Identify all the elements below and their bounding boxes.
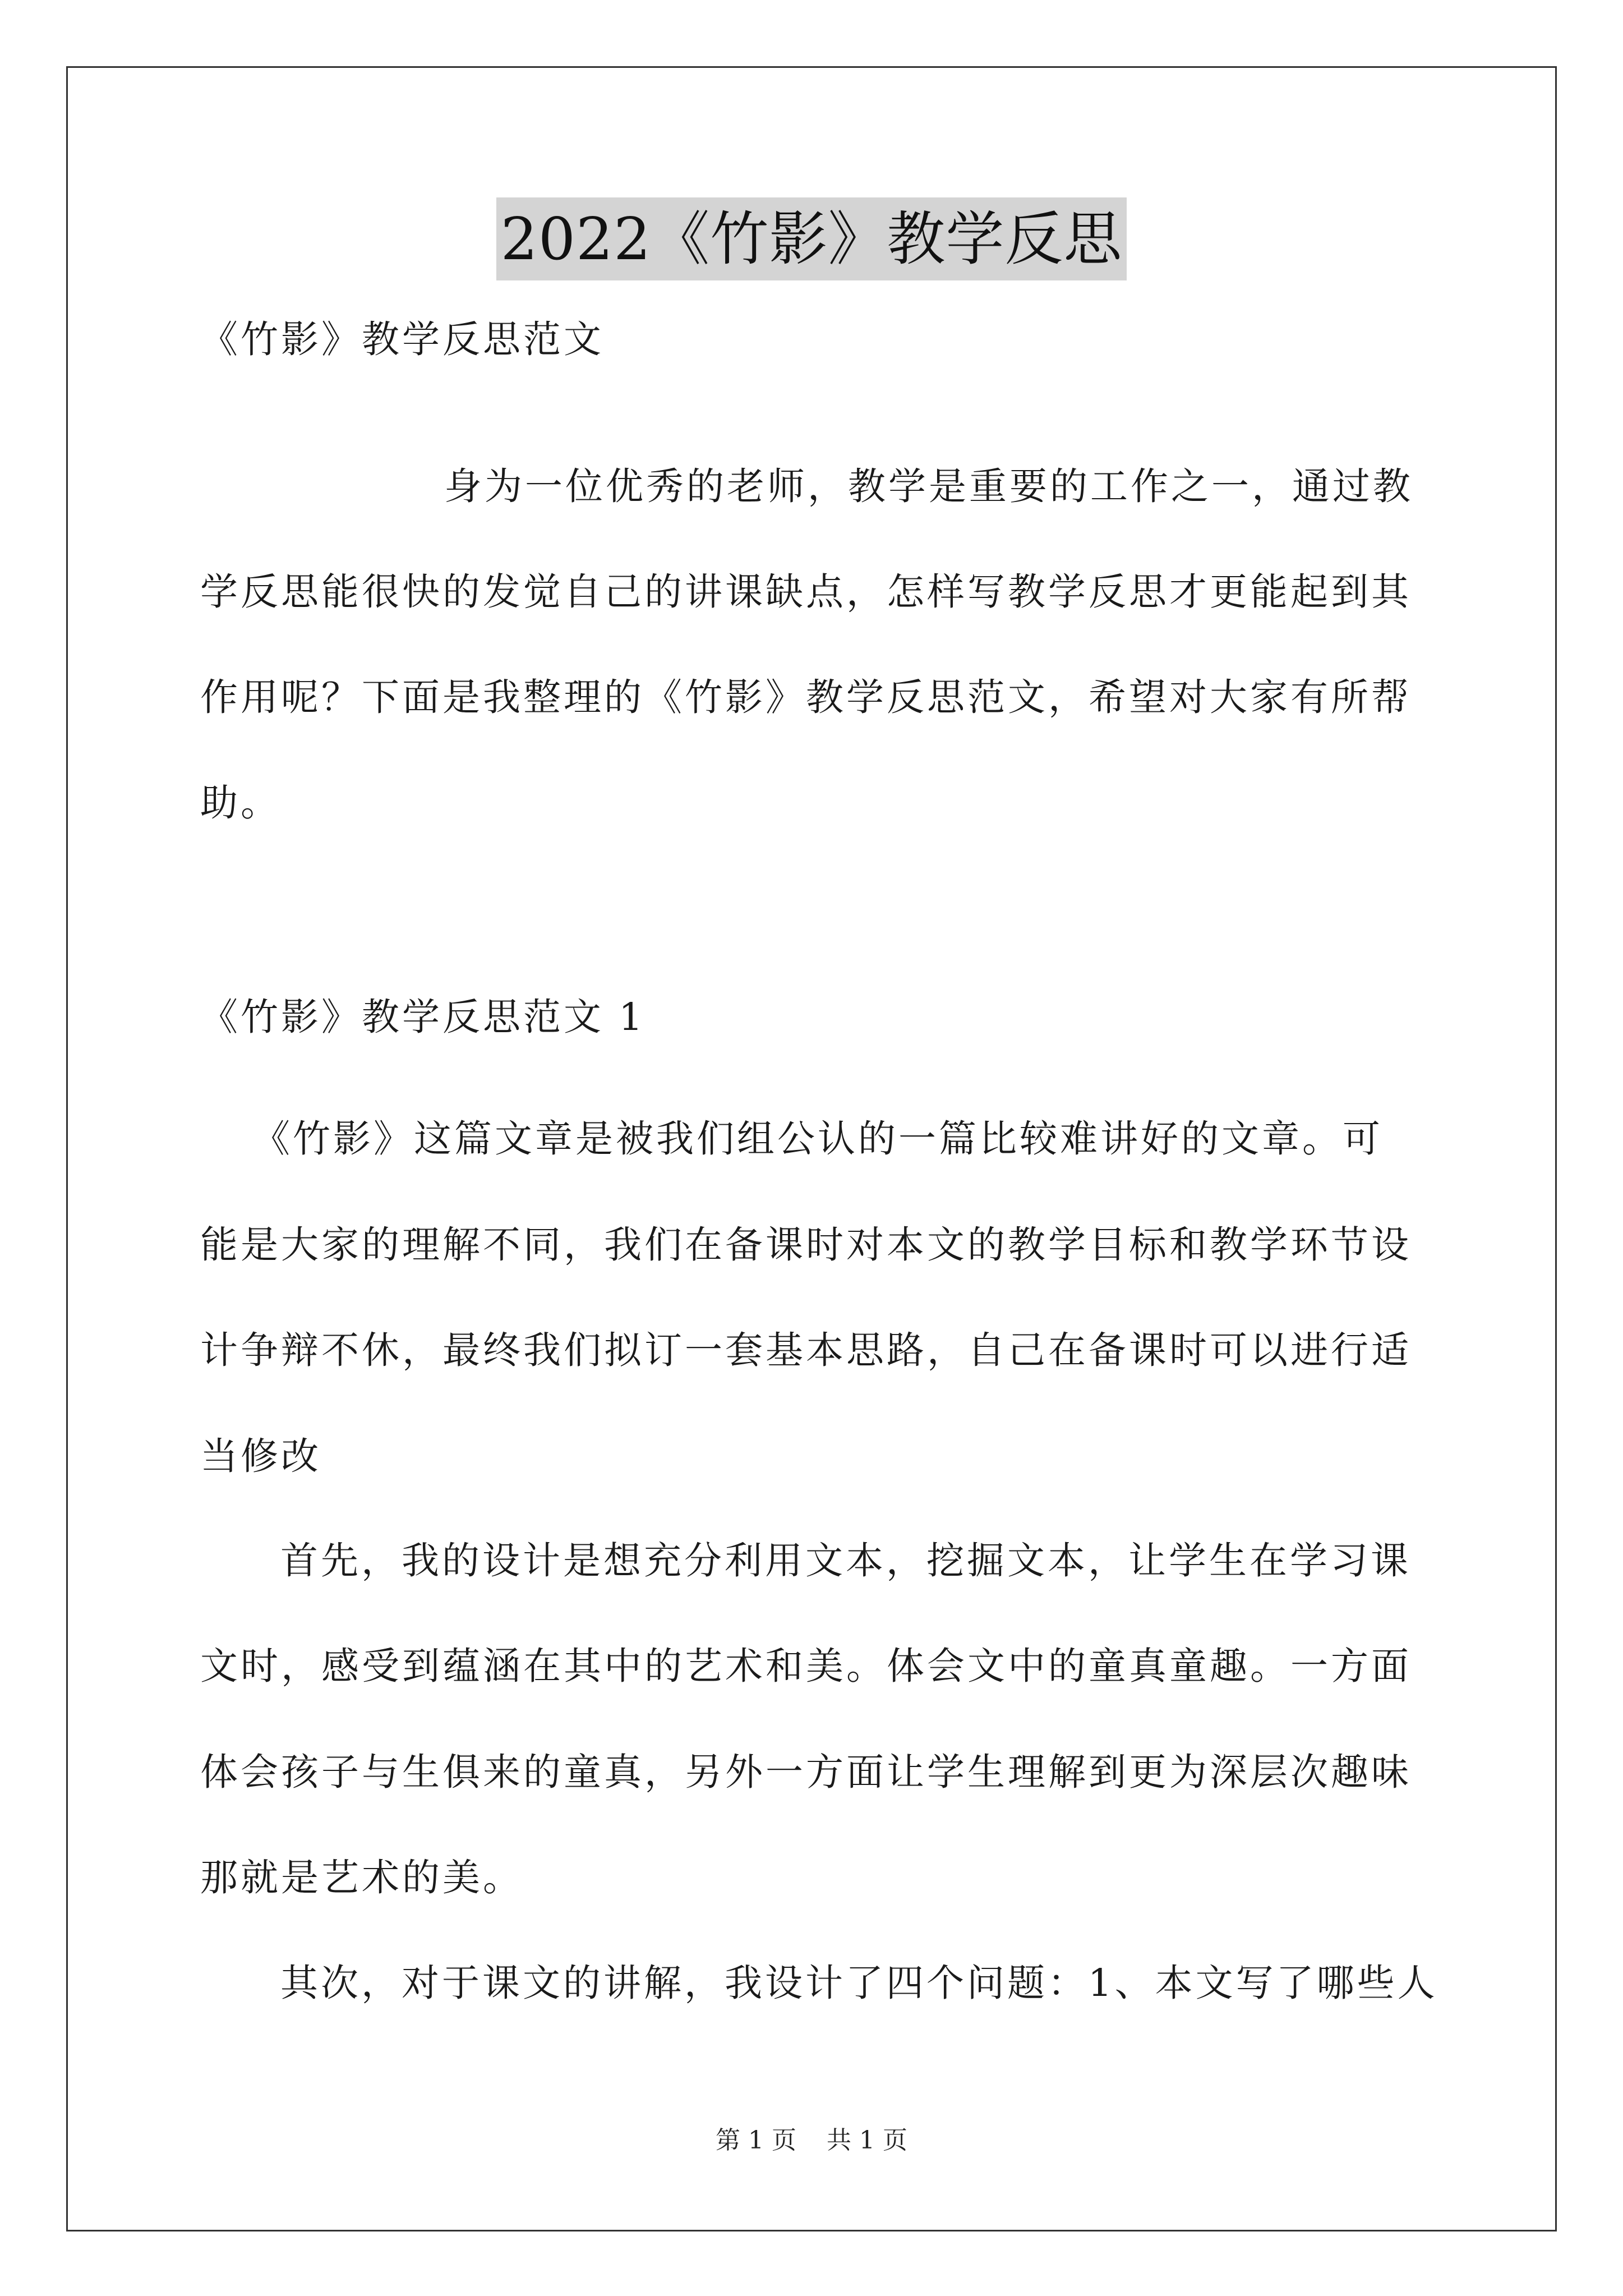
page-footer [0,2124,1623,2157]
paragraph-line: 体会孩子与生俱来的童真，另外一方面让学生理解到更为深层次趣味 [200,1750,1412,1794]
title-container [0,197,1623,280]
paragraph-line: 当修改 [200,1434,321,1478]
paragraph-line: 作用呢？下面是我整理的《竹影》教学反思范文，希望对大家有所帮 [200,675,1412,719]
page-total: 共 1 页 [827,2126,907,2155]
section-heading: 《竹影》教学反思范文 1 [200,995,645,1039]
paragraph-line: 学反思能很快的发觉自己的讲课缺点，怎样写教学反思才更能起到其 [200,570,1412,614]
paragraph-line: 能是大家的理解不同，我们在备课时对本文的教学目标和教学环节设 [200,1223,1412,1267]
paragraph-line: 那就是艺术的美。 [200,1856,523,1899]
page-number: 第 1 页 [716,2126,796,2155]
paragraph-line: 首先，我的设计是想充分利用文本，挖掘文本，让学生在学习课 [280,1539,1411,1582]
paragraph-line: 文时，感受到蕴涵在其中的艺术和美。体会文中的童真童趣。一方面 [200,1644,1412,1688]
paragraph-line: 身为一位优秀的老师，教学是重要的工作之一，通过教 [444,464,1413,508]
paragraph-line: 计争辩不休，最终我们拟订一套基本思路，自己在备课时可以进行适 [200,1328,1412,1372]
document-title: 2022《竹影》教学反思 [496,197,1127,280]
paragraph-line: 助。 [200,781,281,825]
paragraph-line: 其次，对于课文的讲解，我设计了四个问题：1、本文写了哪些人 [280,1961,1438,2005]
paragraph-line: 《竹影》这篇文章是被我们组公认的一篇比较难讲好的文章。可 [252,1117,1383,1161]
section-heading: 《竹影》教学反思范文 [200,318,604,361]
